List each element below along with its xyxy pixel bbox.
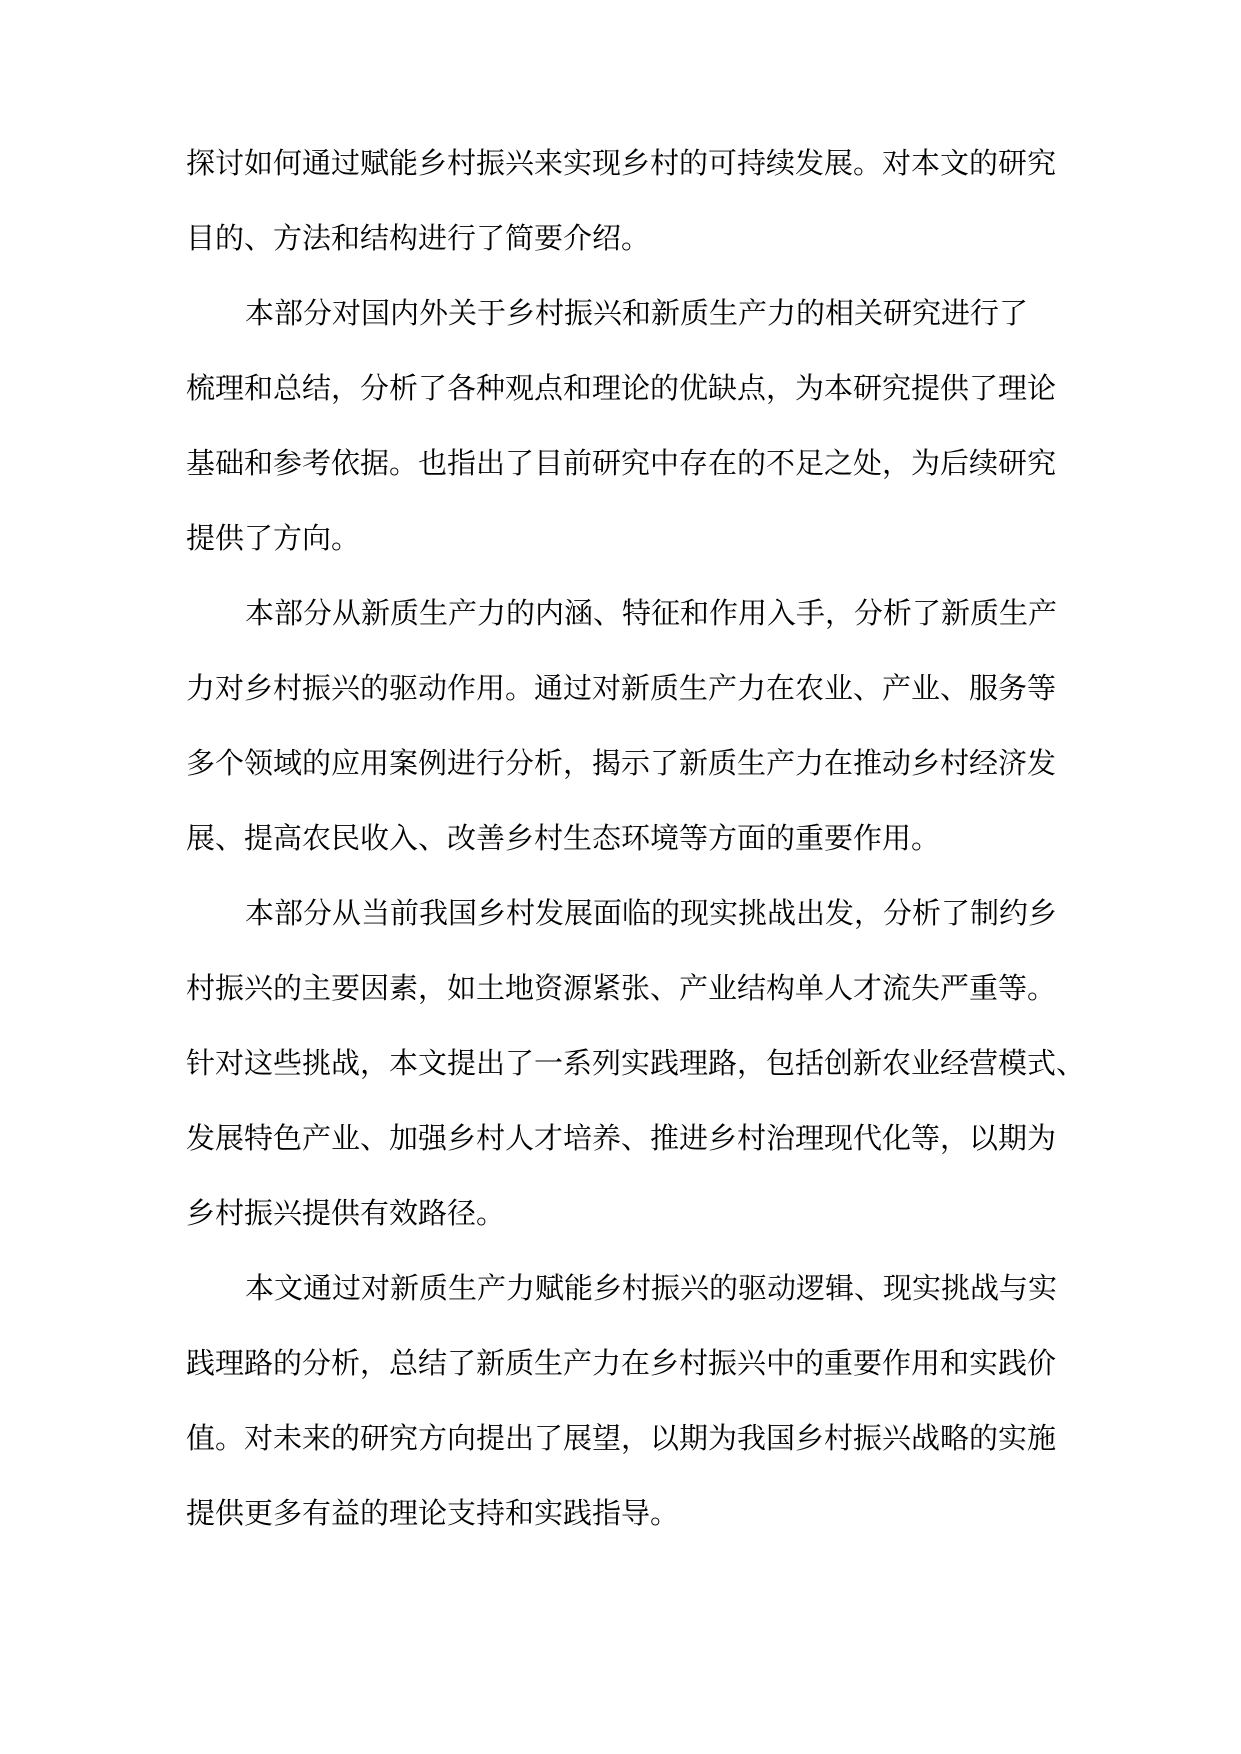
- paragraph-line: 值。对未来的研究方向提出了展望，以期为我国乡村振兴战略的实施: [186, 1421, 1057, 1455]
- paragraph-line: 本部分从新质生产力的内涵、特征和作用入手，分析了新质生产: [245, 596, 1058, 630]
- paragraph-line: 探讨如何通过赋能乡村振兴来实现乡村的可持续发展。对本文的研究: [186, 146, 1057, 180]
- paragraph-line: 本部分对国内外关于乡村振兴和新质生产力的相关研究进行了: [245, 296, 1029, 330]
- paragraph-line: 多个领域的应用案例进行分析，揭示了新质生产力在推动乡村经济发: [186, 746, 1057, 780]
- paragraph-3: [186, 591, 1060, 860]
- paragraph-line: 提供了方向。: [186, 521, 361, 555]
- paragraph-line: 乡村振兴提供有效路径。: [186, 1196, 506, 1230]
- paragraph-line: 展、提高农民收入、改善乡村生态环境等方面的重要作用。: [186, 821, 941, 855]
- paragraph-line: 梳理和总结，分析了各种观点和理论的优缺点，为本研究提供了理论: [186, 371, 1057, 405]
- paragraph-5: [186, 1266, 1060, 1535]
- paragraph-line: 发展特色产业、加强乡村人才培养、推进乡村治理现代化等，以期为: [186, 1121, 1057, 1155]
- paragraph-line: 目的、方法和结构进行了简要介绍。: [186, 221, 651, 255]
- paragraph-line: 本文通过对新质生产力赋能乡村振兴的驱动逻辑、现实挑战与实: [245, 1271, 1058, 1305]
- paragraph-line: 针对这些挑战，本文提出了一系列实践理路，包括创新农业经营模式、: [186, 1046, 1086, 1080]
- paragraph-line: 践理路的分析，总结了新质生产力在乡村振兴中的重要作用和实践价: [186, 1346, 1057, 1380]
- paragraph-line: 力对乡村振兴的驱动作用。通过对新质生产力在农业、产业、服务等: [186, 671, 1057, 705]
- paragraph-line: 本部分从当前我国乡村发展面临的现实挑战出发，分析了制约乡: [245, 896, 1058, 930]
- paragraph-line: 村振兴的主要因素，如土地资源紧张、产业结构单人才流失严重等。: [186, 971, 1057, 1005]
- paragraph-4: [186, 891, 1086, 1235]
- paragraph-line: 提供更多有益的理论支持和实践指导。: [186, 1496, 680, 1530]
- document-body: [186, 141, 1086, 1566]
- paragraph-line: 基础和参考依据。也指出了目前研究中存在的不足之处，为后续研究: [186, 446, 1057, 480]
- paragraph-2: [186, 291, 1060, 560]
- paragraph-1: [186, 141, 1060, 260]
